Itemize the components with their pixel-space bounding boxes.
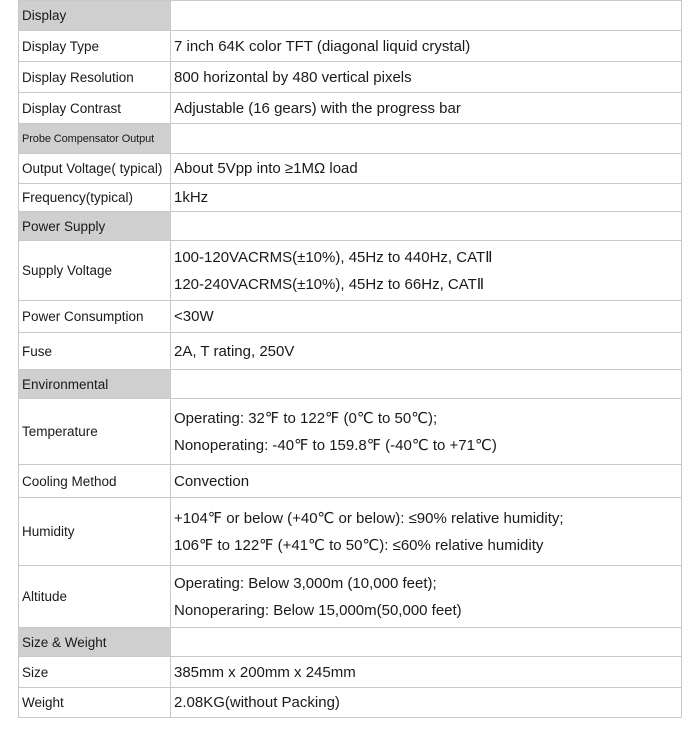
spec-label: Fuse (19, 333, 171, 370)
table-row (19, 657, 682, 688)
table-row (19, 566, 682, 628)
spec-label: Display Type (19, 31, 171, 62)
section-empty-cell (171, 628, 682, 657)
spec-value (171, 154, 682, 184)
spec-value-line: <30W (174, 308, 214, 325)
section-empty-cell (171, 1, 682, 31)
spec-value-line: 7 inch 64K color TFT (diagonal liquid crystal) (174, 37, 471, 55)
spec-label: Supply Voltage (19, 241, 171, 301)
table-row (19, 93, 682, 124)
table-row (19, 241, 682, 301)
spec-label: Power Consumption (19, 301, 171, 333)
spec-value (171, 184, 682, 212)
spec-value-line: About 5Vpp into ≥1MΩ load (174, 160, 358, 177)
spec-value (171, 31, 682, 62)
spec-label: Temperature (19, 399, 171, 465)
table-row (19, 62, 682, 93)
section-empty-cell (171, 124, 682, 154)
section-header: Power Supply (19, 212, 171, 241)
table-row (19, 301, 682, 333)
spec-value-line: 800 horizontal by 480 vertical pixels (174, 68, 412, 86)
section-row-display (19, 1, 682, 31)
spec-value (171, 241, 682, 301)
spec-label: Cooling Method (19, 465, 171, 498)
section-row-environmental (19, 370, 682, 399)
spec-value-line: 2A, T rating, 250V (174, 342, 295, 360)
spec-label: Frequency(typical) (19, 184, 171, 212)
spec-label: Output Voltage( typical) (19, 154, 171, 184)
spec-value (171, 566, 682, 628)
section-header: Environmental (19, 370, 171, 399)
spec-label: Weight (19, 688, 171, 718)
section-header: Probe Compensator Output (19, 124, 171, 154)
spec-label: Display Contrast (19, 93, 171, 124)
spec-value-line: 385mm x 200mm x 245mm (174, 663, 356, 681)
section-empty-cell (171, 212, 682, 241)
spec-value (171, 333, 682, 370)
spec-value-line: Nonoperaring: Below 15,000m(50,000 feet) (174, 601, 462, 619)
spec-value (171, 399, 682, 465)
table-row (19, 688, 682, 718)
spec-value-line: 106℉ to 122℉ (+41℃ to 50℃): ≤60% relative humidity (174, 536, 544, 554)
spec-value-line: +104℉ or below (+40℃ or below): ≤90% relative humidity; (174, 509, 564, 527)
spec-value-line: Nonoperating: -40℉ to 159.8℉ (-40℃ to +71℃) (174, 436, 497, 454)
spec-label: Altitude (19, 566, 171, 628)
spec-value (171, 62, 682, 93)
table-row (19, 399, 682, 465)
spec-value-line: Convection (174, 472, 250, 490)
table-row (19, 31, 682, 62)
table-row (19, 465, 682, 498)
spec-label: Size (19, 657, 171, 688)
spec-value-line: 120-240VACRMS(±10%), 45Hz to 66Hz, CATⅡ (174, 275, 485, 293)
spec-value-line: 1kHz (174, 189, 209, 206)
spec-value (171, 93, 682, 124)
table-row (19, 184, 682, 212)
section-header: Display (19, 1, 171, 31)
spec-value-line: 100-120VACRMS(±10%), 45Hz to 440Hz, CATⅡ (174, 248, 493, 266)
spec-label: Display Resolution (19, 62, 171, 93)
spec-table (18, 0, 682, 718)
section-row-size-weight (19, 628, 682, 657)
spec-value-line: Operating: Below 3,000m (10,000 feet); (174, 574, 437, 592)
table-row (19, 333, 682, 370)
table-row (19, 498, 682, 566)
spec-value (171, 688, 682, 718)
spec-value (171, 657, 682, 688)
spec-value (171, 301, 682, 333)
spec-value (171, 498, 682, 566)
spec-value-line: Operating: 32℉ to 122℉ (0℃ to 50℃); (174, 409, 438, 427)
section-row-power-supply (19, 212, 682, 241)
section-header: Size & Weight (19, 628, 171, 657)
table-row (19, 154, 682, 184)
section-empty-cell (171, 370, 682, 399)
section-row-probe-compensator (19, 124, 682, 154)
spec-value-line: 2.08KG(without Packing) (174, 694, 340, 711)
spec-value-line: Adjustable (16 gears) with the progress bar (174, 99, 461, 117)
spec-label: Humidity (19, 498, 171, 566)
spec-value (171, 465, 682, 498)
